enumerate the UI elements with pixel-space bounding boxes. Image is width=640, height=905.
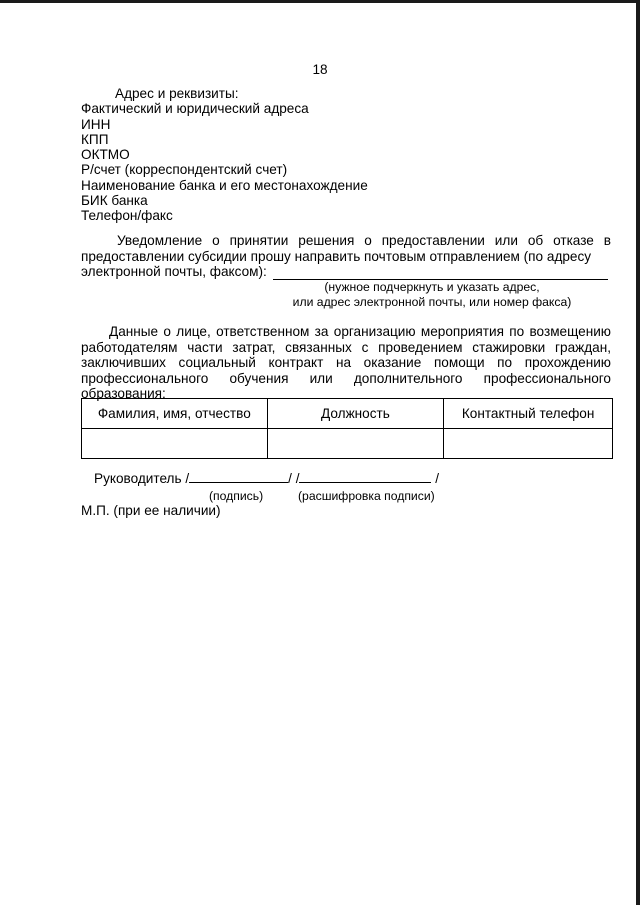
signature-slash: /: [185, 471, 190, 486]
signature-caption: (подпись): [209, 489, 264, 503]
requisite-line: Фактический и юридический адреса: [81, 101, 309, 117]
table-row: [82, 429, 613, 459]
page-edge-top: [0, 0, 640, 3]
requisite-line: Телефон/факс: [81, 208, 173, 224]
notice-last-line: [81, 264, 611, 280]
requisite-line: БИК банка: [81, 193, 148, 209]
signature-row: [94, 470, 439, 486]
requisites-block: [81, 86, 368, 224]
page-edge-right: [636, 0, 640, 905]
signature-decoding-blank[interactable]: [299, 470, 431, 483]
notice-hint-line: (нужное подчеркнуть и указать адрес,: [324, 280, 540, 294]
signature-blank[interactable]: [189, 470, 288, 483]
contacts-table: [81, 398, 613, 459]
contact-paragraph: [81, 324, 611, 402]
cell-phone[interactable]: [444, 429, 613, 459]
notice-hint-line: или адрес электронной почты, или номер факса): [292, 294, 572, 309]
notice-last-line-text: электронной почты, факсом):: [81, 264, 267, 279]
page-number: 18: [312, 62, 328, 77]
notice-paragraph: [81, 233, 611, 280]
cell-position[interactable]: [267, 429, 444, 459]
decoding-caption: (расшифровка подписи): [298, 489, 435, 503]
signature-end-slash: /: [435, 471, 440, 486]
requisite-line: ОКТМО: [81, 147, 130, 163]
requisite-line: КПП: [81, 131, 109, 147]
stamp-note: М.П. (при ее наличии): [81, 503, 221, 518]
requisite-line: ИНН: [81, 116, 111, 132]
requisite-line: Наименование банка и его местонахождение: [81, 177, 368, 193]
table-header-row: [82, 399, 613, 429]
notice-text: Уведомление о принятии решения о предоставлении или об отказе в предоставлении субсидии прошу направить почтовым отправлением (по адресу: [81, 233, 611, 264]
requisites-heading: Адрес и реквизиты:: [115, 86, 239, 101]
notice-address-blank[interactable]: [273, 266, 608, 280]
signature-middle-slashes: / /: [288, 471, 300, 486]
contact-paragraph-text: Данные о лице, ответственном за организацию мероприятия по возмещению работодателям части затрат, связанных с проведением стажировки граждан, заключивших социальный контракт на оказание помощи по прохождению профессионального обучения или дополнительного профессионального образования:: [81, 324, 611, 401]
cell-name[interactable]: [82, 429, 268, 459]
column-header-name: Фамилия, имя, отчество: [82, 399, 268, 429]
requisite-line: Р/счет (корреспондентский счет): [81, 162, 288, 178]
signature-label: Руководитель: [94, 471, 182, 486]
notice-hint: [262, 280, 602, 309]
column-header-position: Должность: [267, 399, 444, 429]
column-header-phone: Контактный телефон: [444, 399, 613, 429]
